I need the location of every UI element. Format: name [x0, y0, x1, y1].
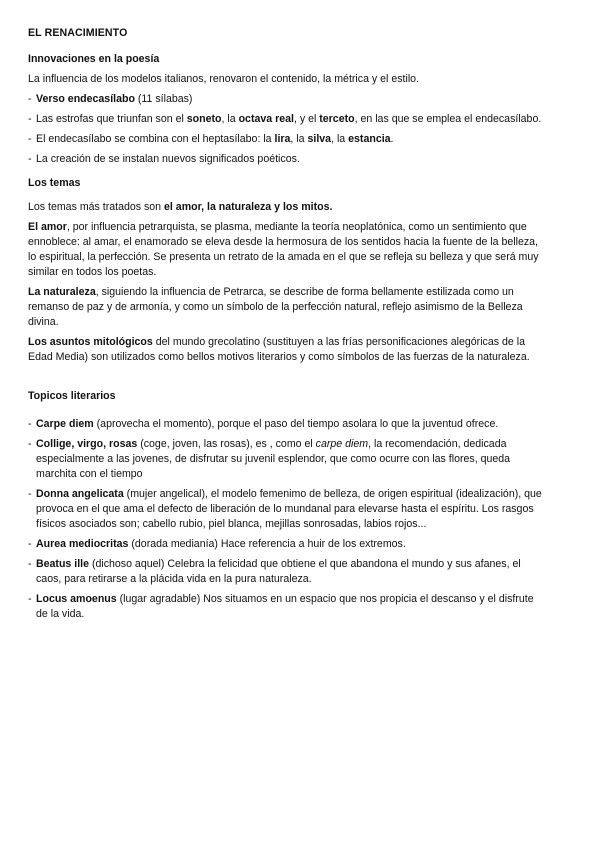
list-item: - Locus amoenus (lugar agradable) Nos situamos en un espacio que nos propicia el descanso y el disfrute de la vida. — [28, 593, 534, 620]
bold-term: Los asuntos mitológicos — [28, 336, 153, 348]
bold-term: terceto — [319, 113, 355, 125]
list-item: - El endecasílabo se combina con el heptasílabo: la lira, la silva, la estancia. — [28, 133, 394, 145]
document-page — [28, 26, 548, 627]
bold-term: soneto — [186, 113, 222, 125]
bullet-dash: - — [28, 558, 32, 570]
list-item: - Carpe diem (aprovecha el momento), porque el paso del tiempo asolara lo que la juventud ofrece. — [28, 418, 499, 430]
bullet-dash: - — [28, 438, 32, 450]
bullet-dash: - — [28, 133, 32, 145]
bold-term: lira — [274, 133, 291, 145]
bold-term: Verso endecasílabo — [36, 93, 135, 105]
section-heading-temas: Los temas — [28, 177, 81, 189]
list-item: - Aurea mediocritas (dorada medianía) Hace referencia a huir de los extremos. — [28, 538, 406, 550]
list-item: - Collige, virgo, rosas (coge, joven, las rosas), es , como el carpe diem, la recomendación, dedicada especialmente a las jovenes, de disfrutar su juvenil esplendor, que como ocurre con las flores, queda marchita con el tiempo — [28, 438, 511, 480]
section-heading-innovaciones: Innovaciones en la poesía — [28, 53, 160, 65]
bold-term: Aurea mediocritas — [36, 538, 129, 550]
bold-term: silva — [307, 133, 332, 145]
bullet-dash: - — [28, 418, 32, 430]
paragraph-mitos: Los asuntos mitológicos del mundo grecolatino (sustituyen a las frías personificaciones alegóricas de la Edad Media) son utilizados como bellos motivos literarios y como símbolos de las fuerzas de la naturaleza. — [28, 336, 530, 363]
list-item: - Donna angelicata (mujer angelical), el modelo femenimo de belleza, de origen espiritual (idealización), que provoca en el que ama el defecto de liberación de lo mundanal para elevarse hasta el espíritu. Los rasgos físicos asociados son; cabello rubio, piel blanca, mejillas sonrosadas, labios rojos... — [28, 488, 542, 530]
list-item: - Beatus ille (dichoso aquel) Celebra la felicidad que obtiene el que abandona el mundo y sus afanes, el caos, para retirarse a la plácida vida en la pura naturaleza. — [28, 558, 521, 585]
paragraph-intro: La influencia de los modelos italianos, renovaron el contenido, la métrica y el estilo. — [28, 73, 420, 85]
paragraph-naturaleza: La naturaleza, siguiendo la influencia de Petrarca, se describe de forma bellamente estilizada como un remanso de paz y de armonía, y como un símbolo de la perfección natural, reflejo asimismo de la Belleza divina. — [28, 286, 523, 328]
bullet-dash: - — [28, 538, 32, 550]
italic-term: carpe diem — [315, 438, 369, 450]
bullet-dash: - — [28, 113, 32, 125]
document-title: EL RENACIMIENTO — [28, 27, 128, 39]
bold-term: Carpe diem — [36, 418, 94, 430]
bold-term: Beatus ille — [36, 558, 89, 570]
bold-term: Collige, virgo, rosas — [36, 438, 138, 450]
paragraph-amor: El amor, por influencia petrarquista, se plasma, mediante la teoría neoplatónica, como un sentimiento que ennoblece: al amar, el enamorado se eleva desde la hermosura de los sentidos hacia la fuente de la belleza, lo espiritual, la perfección. Se presenta un retrato de la amada en el que se refleja su belleza y que será muy similar en todos los poetas. — [28, 221, 539, 278]
bold-term: Donna angelicata — [36, 488, 124, 500]
list-item: - La creación de se instalan nuevos significados poéticos. — [28, 153, 300, 165]
bullet-dash: - — [28, 93, 32, 105]
bullet-dash: - — [28, 488, 32, 500]
bullet-dash: - — [28, 153, 32, 165]
bold-term: El amor — [28, 221, 67, 233]
list-item: - Verso endecasílabo (11 sílabas) — [28, 93, 193, 105]
bold-term: el amor, la naturaleza y los mitos. — [164, 201, 333, 213]
bold-term: octava real — [238, 113, 294, 125]
bold-term: estancia — [348, 133, 391, 145]
bold-term: Locus amoenus — [36, 593, 117, 605]
list-item: - Las estrofas que triunfan son el soneto, la octava real, y el terceto, en las que se emplea el endecasílabo. — [28, 113, 542, 125]
paragraph-temas-intro: Los temas más tratados son el amor, la naturaleza y los mitos. — [28, 201, 333, 213]
bullet-dash: - — [28, 593, 32, 605]
section-heading-topicos: Topicos literarios — [28, 390, 116, 402]
bold-term: La naturaleza — [28, 286, 96, 298]
